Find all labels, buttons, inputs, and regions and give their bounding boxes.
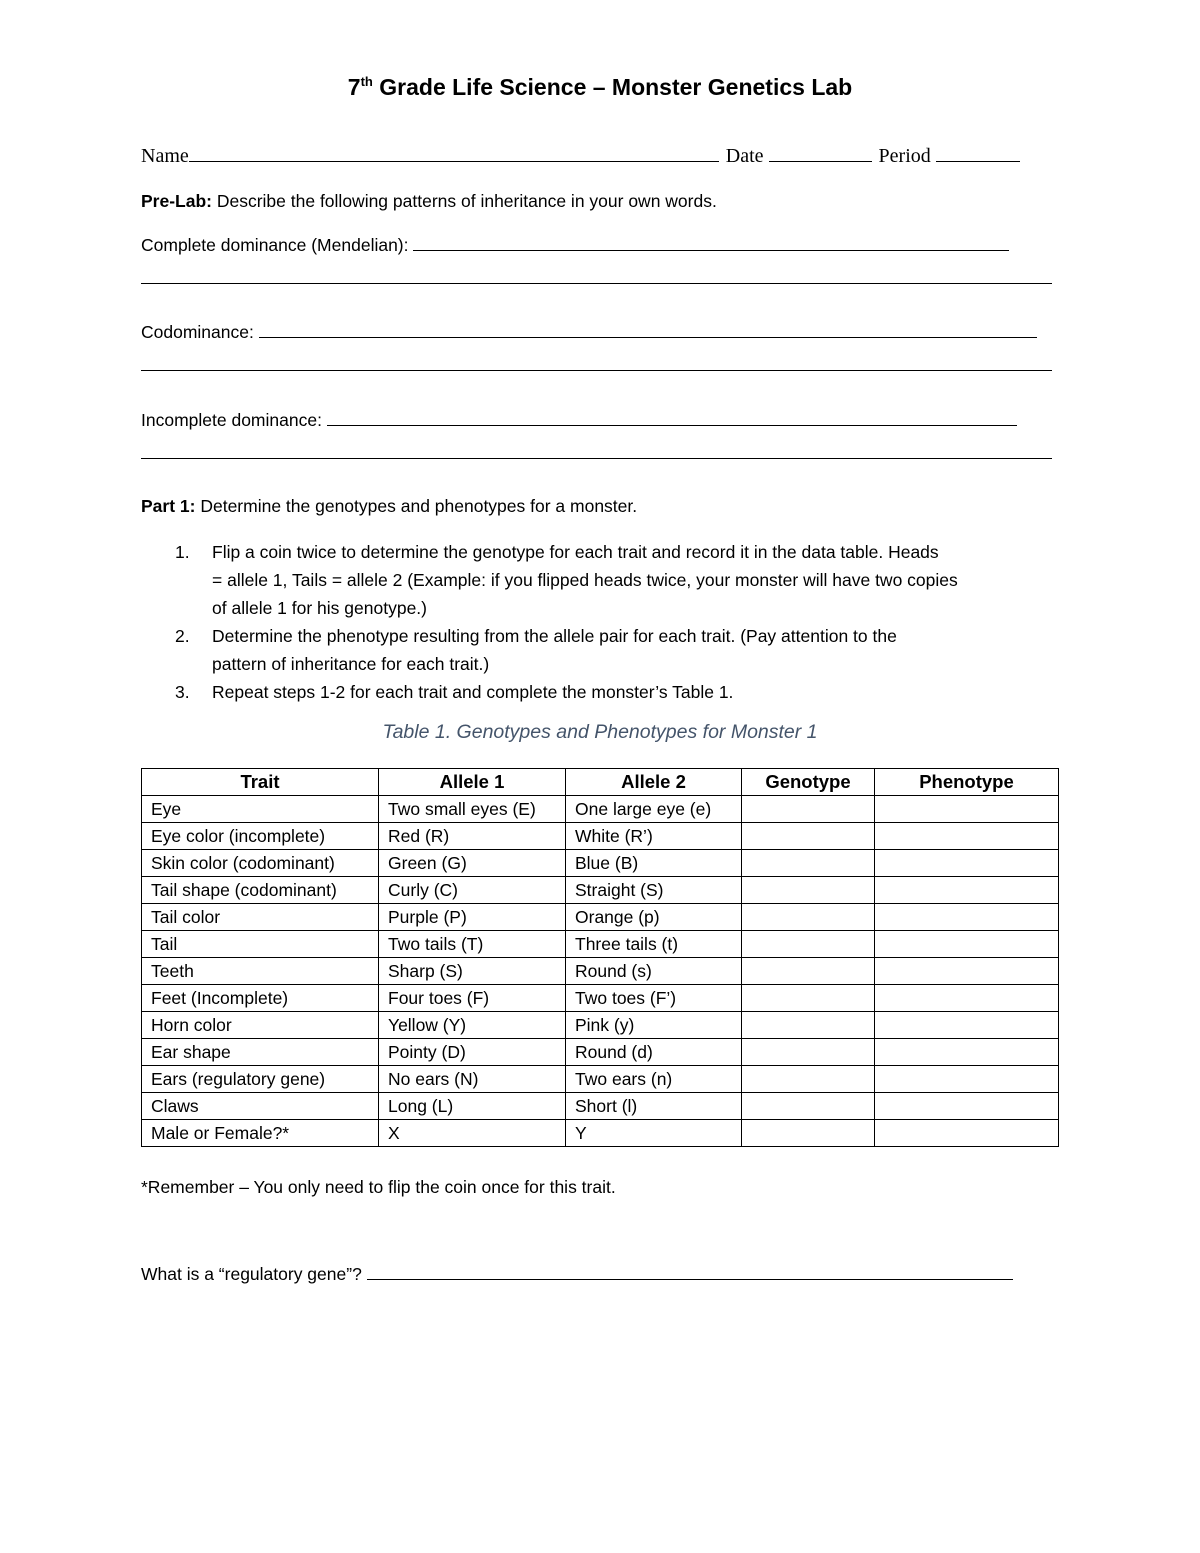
table-row bbox=[142, 850, 1059, 877]
codominance-label: Codominance: bbox=[141, 322, 254, 342]
codominance-answer-line[interactable] bbox=[259, 323, 1037, 338]
allele-1-cell: Red (R) bbox=[379, 823, 566, 850]
phenotype-input-cell[interactable] bbox=[875, 985, 1059, 1012]
allele-1-cell: No ears (N) bbox=[379, 1066, 566, 1093]
phenotype-input-cell[interactable] bbox=[875, 877, 1059, 904]
table-footnote: *Remember – You only need to flip the coin once for this trait. bbox=[141, 1177, 616, 1197]
step-item bbox=[141, 622, 1061, 678]
steps-list bbox=[141, 538, 1061, 706]
trait-cell: Feet (Incomplete) bbox=[142, 985, 379, 1012]
trait-cell: Male or Female?* bbox=[142, 1120, 379, 1147]
incomplete-dominance-label: Incomplete dominance: bbox=[141, 410, 322, 430]
period-label: Period bbox=[878, 145, 931, 167]
table-row bbox=[142, 958, 1059, 985]
genotype-input-cell[interactable] bbox=[742, 958, 875, 985]
prelab-label: Pre-Lab: bbox=[141, 191, 212, 211]
column-header-allele-2: Allele 2 bbox=[566, 769, 742, 796]
complete-dominance-label: Complete dominance (Mendelian): bbox=[141, 235, 409, 255]
trait-cell: Ear shape bbox=[142, 1039, 379, 1066]
step-text: Repeat steps 1-2 for each trait and complete the monster’s Table 1. bbox=[212, 682, 734, 702]
phenotype-input-cell[interactable] bbox=[875, 1093, 1059, 1120]
column-header-trait: Trait bbox=[142, 769, 379, 796]
regulatory-gene-question: What is a “regulatory gene”? bbox=[141, 1264, 362, 1284]
column-header-allele-1: Allele 1 bbox=[379, 769, 566, 796]
step-text: Flip a coin twice to determine the genotype for each trait and record it in the data table. Heads bbox=[212, 542, 939, 562]
phenotype-input-cell[interactable] bbox=[875, 1039, 1059, 1066]
step-text: pattern of inheritance for each trait.) bbox=[212, 654, 490, 674]
student-info-row bbox=[141, 143, 1061, 168]
trait-cell: Horn color bbox=[142, 1012, 379, 1039]
prelab-instruction-text: Describe the following patterns of inheritance in your own words. bbox=[211, 191, 717, 211]
column-header-phenotype: Phenotype bbox=[875, 769, 1059, 796]
title-grade-superscript: th bbox=[360, 74, 373, 89]
genotype-input-cell[interactable] bbox=[742, 1093, 875, 1120]
page-title bbox=[0, 74, 1200, 101]
table-row bbox=[142, 1039, 1059, 1066]
name-field[interactable] bbox=[189, 143, 719, 162]
table-header-row bbox=[142, 769, 1059, 796]
trait-cell: Skin color (codominant) bbox=[142, 850, 379, 877]
step-number: 2. bbox=[175, 626, 190, 646]
phenotype-input-cell[interactable] bbox=[875, 796, 1059, 823]
allele-1-cell: Curly (C) bbox=[379, 877, 566, 904]
period-field[interactable] bbox=[936, 143, 1020, 162]
trait-cell: Tail shape (codominant) bbox=[142, 877, 379, 904]
trait-cell: Tail bbox=[142, 931, 379, 958]
name-label: Name bbox=[141, 145, 189, 167]
allele-1-cell: Yellow (Y) bbox=[379, 1012, 566, 1039]
trait-cell: Eye bbox=[142, 796, 379, 823]
column-header-genotype: Genotype bbox=[742, 769, 875, 796]
step-number: 3. bbox=[175, 682, 190, 702]
phenotype-input-cell[interactable] bbox=[875, 958, 1059, 985]
regulatory-gene-answer-line[interactable] bbox=[367, 1265, 1013, 1280]
step-item bbox=[141, 538, 1061, 622]
trait-cell: Tail color bbox=[142, 904, 379, 931]
allele-2-cell: Short (l) bbox=[566, 1093, 742, 1120]
trait-cell: Claws bbox=[142, 1093, 379, 1120]
genotype-input-cell[interactable] bbox=[742, 1012, 875, 1039]
allele-2-cell: One large eye (e) bbox=[566, 796, 742, 823]
table-caption: Table 1. Genotypes and Phenotypes for Monster 1 bbox=[382, 721, 818, 743]
table-row bbox=[142, 1093, 1059, 1120]
allele-2-cell: Blue (B) bbox=[566, 850, 742, 877]
table-row bbox=[142, 1066, 1059, 1093]
trait-cell: Teeth bbox=[142, 958, 379, 985]
step-number: 1. bbox=[175, 542, 190, 562]
trait-cell: Eye color (incomplete) bbox=[142, 823, 379, 850]
table-row bbox=[142, 904, 1059, 931]
allele-1-cell: Pointy (D) bbox=[379, 1039, 566, 1066]
table-row bbox=[142, 823, 1059, 850]
step-text: of allele 1 for his genotype.) bbox=[212, 598, 427, 618]
allele-1-cell: Four toes (F) bbox=[379, 985, 566, 1012]
allele-2-cell: Two ears (n) bbox=[566, 1066, 742, 1093]
allele-1-cell: Purple (P) bbox=[379, 904, 566, 931]
prelab-instruction bbox=[141, 191, 1061, 212]
phenotype-input-cell[interactable] bbox=[875, 1120, 1059, 1147]
complete-dominance-answer-line-2[interactable] bbox=[141, 283, 1052, 284]
table-row bbox=[142, 877, 1059, 904]
genotype-input-cell[interactable] bbox=[742, 823, 875, 850]
incomplete-dominance-row bbox=[141, 410, 1061, 431]
step-text: = allele 1, Tails = allele 2 (Example: if you flipped heads twice, your monster will have two copies bbox=[212, 570, 958, 590]
allele-1-cell: Green (G) bbox=[379, 850, 566, 877]
incomplete-dominance-answer-line[interactable] bbox=[327, 411, 1017, 426]
genotype-phenotype-table bbox=[141, 768, 1059, 1147]
allele-2-cell: Three tails (t) bbox=[566, 931, 742, 958]
codominance-answer-line-2[interactable] bbox=[141, 370, 1052, 371]
allele-1-cell: Sharp (S) bbox=[379, 958, 566, 985]
regulatory-gene-question-row bbox=[141, 1264, 1061, 1285]
trait-cell: Ears (regulatory gene) bbox=[142, 1066, 379, 1093]
phenotype-input-cell[interactable] bbox=[875, 1066, 1059, 1093]
table-row bbox=[142, 931, 1059, 958]
title-grade-number: 7 bbox=[347, 74, 361, 100]
phenotype-input-cell[interactable] bbox=[875, 1012, 1059, 1039]
table-row bbox=[142, 1012, 1059, 1039]
codominance-row bbox=[141, 322, 1061, 343]
part1-label: Part 1: bbox=[141, 496, 196, 516]
genotype-input-cell[interactable] bbox=[742, 985, 875, 1012]
phenotype-input-cell[interactable] bbox=[875, 823, 1059, 850]
allele-2-cell: White (R’) bbox=[566, 823, 742, 850]
phenotype-input-cell[interactable] bbox=[875, 931, 1059, 958]
allele-2-cell: Pink (y) bbox=[566, 1012, 742, 1039]
part1-instruction bbox=[141, 496, 1061, 517]
allele-2-cell: Two toes (F’) bbox=[566, 985, 742, 1012]
allele-2-cell: Round (s) bbox=[566, 958, 742, 985]
date-label: Date bbox=[725, 145, 764, 167]
table-row bbox=[142, 985, 1059, 1012]
phenotype-input-cell[interactable] bbox=[875, 850, 1059, 877]
allele-1-cell: Long (L) bbox=[379, 1093, 566, 1120]
allele-2-cell: Round (d) bbox=[566, 1039, 742, 1066]
genotype-input-cell[interactable] bbox=[742, 796, 875, 823]
incomplete-dominance-answer-line-2[interactable] bbox=[141, 458, 1052, 459]
table-row bbox=[142, 1120, 1059, 1147]
genotype-input-cell[interactable] bbox=[742, 931, 875, 958]
date-field[interactable] bbox=[769, 143, 872, 162]
allele-1-cell: Two tails (T) bbox=[379, 931, 566, 958]
step-text: Determine the phenotype resulting from the allele pair for each trait. (Pay attention to the bbox=[212, 626, 897, 646]
allele-2-cell: Y bbox=[566, 1120, 742, 1147]
genotype-input-cell[interactable] bbox=[742, 1039, 875, 1066]
genotype-input-cell[interactable] bbox=[742, 1066, 875, 1093]
phenotype-input-cell[interactable] bbox=[875, 904, 1059, 931]
part1-instruction-text: Determine the genotypes and phenotypes for a monster. bbox=[195, 496, 638, 516]
step-item bbox=[141, 678, 1061, 706]
complete-dominance-row bbox=[141, 235, 1061, 256]
allele-2-cell: Straight (S) bbox=[566, 877, 742, 904]
complete-dominance-answer-line[interactable] bbox=[413, 236, 1009, 251]
genotype-input-cell[interactable] bbox=[742, 850, 875, 877]
title-text: Grade Life Science – Monster Genetics Lab bbox=[372, 74, 853, 100]
genotype-input-cell[interactable] bbox=[742, 904, 875, 931]
genotype-input-cell[interactable] bbox=[742, 877, 875, 904]
allele-1-cell: X bbox=[379, 1120, 566, 1147]
table-row bbox=[142, 796, 1059, 823]
allele-1-cell: Two small eyes (E) bbox=[379, 796, 566, 823]
allele-2-cell: Orange (p) bbox=[566, 904, 742, 931]
genotype-input-cell[interactable] bbox=[742, 1120, 875, 1147]
